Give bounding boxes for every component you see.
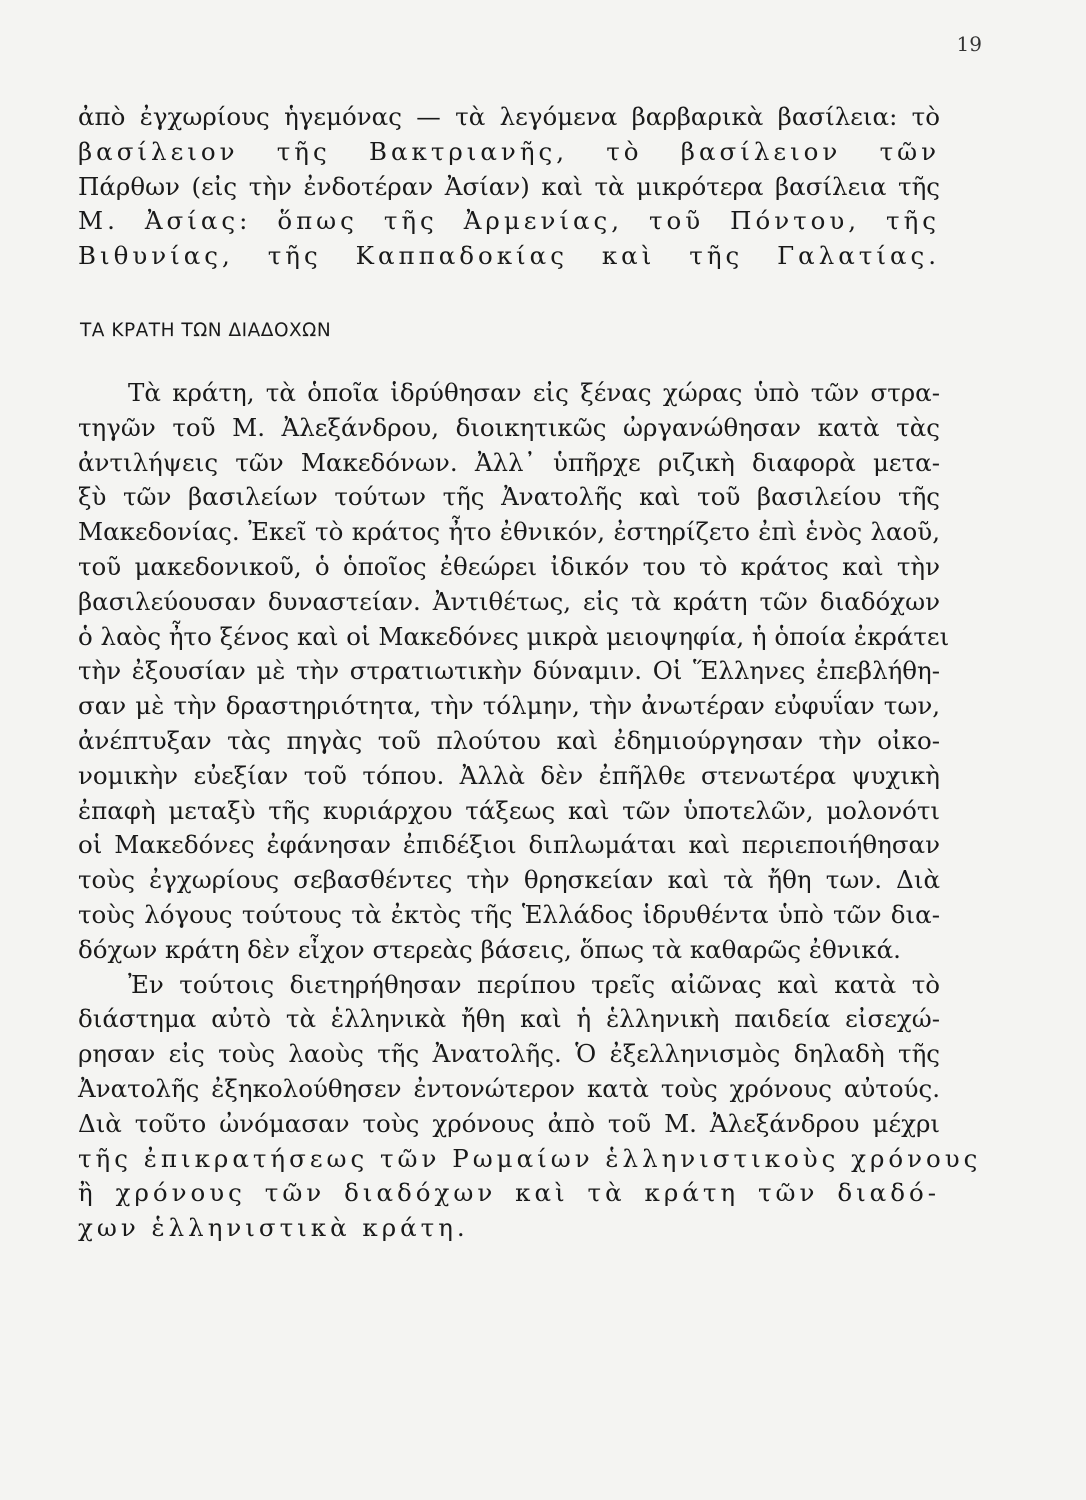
- text-line: τοὺς λόγους τούτους τὰ ἐκτὸς τῆς Ἑλλάδος ἱδρυθέντα ὑπὸ τῶν δια-: [78, 899, 940, 929]
- text-line: διάστημα αὐτὸ τὰ ἑλληνικὰ ἤθη καὶ ἡ ἑλληνικὴ παιδεία εἰσεχώ-: [78, 1004, 940, 1034]
- text-line: τηγῶν τοῦ Μ. Ἀλεξάνδρου, διοικητικῶς ὠργανώθησαν κατὰ τὰς: [78, 412, 940, 442]
- text-line: Τὰ κράτη, τὰ ὁποῖα ἱδρύθησαν εἰς ξένας χώρας ὑπὸ τῶν στρα-: [128, 378, 940, 407]
- text-line: οἱ Μακεδόνες ἐφάνησαν ἐπιδέξιοι διπλωμάται καὶ περιεποιήθησαν: [78, 830, 940, 860]
- text-line: Βιθυνίας, τῆς Καππαδοκίας καὶ τῆς Γαλατίας.: [78, 241, 940, 271]
- text-line: δόχων κράτη δὲν εἶχον στερεὰς βάσεις, ὅπως τὰ καθαρῶς ἐθνικά.: [78, 934, 901, 964]
- text-line: ἢ χρόνους τῶν διαδόχων καὶ τὰ κράτη τῶν διαδό-: [78, 1178, 940, 1208]
- text-line: Ἀνατολῆς ἐξηκολούθησεν ἐντονώτερον κατὰ τοὺς χρόνους αὐτούς.: [78, 1073, 940, 1103]
- text-line: βασιλεύουσαν δυναστείαν. Ἀντιθέτως, εἰς τὰ κράτη τῶν διαδόχων: [78, 586, 940, 616]
- text-line: νομικὴν εὐεξίαν τοῦ τόπου. Ἀλλὰ δὲν ἐπῆλθε στενωτέρα ψυχικὴ: [78, 760, 940, 790]
- text-line: Πάρθων (εἰς τὴν ἐνδοτέραν Ἀσίαν) καὶ τὰ μικρότερα βασίλεια τῆς: [78, 171, 940, 201]
- text-line: τὴν ἐξουσίαν μὲ τὴν στρατιωτικὴν δύναμιν. Οἱ Ἕλληνες ἐπεβλήθη-: [78, 656, 940, 686]
- text-line: Διὰ τοῦτο ὠνόμασαν τοὺς χρόνους ἀπὸ τοῦ Μ. Ἀλεξάνδρου μέχρι: [78, 1108, 940, 1138]
- text-line: ρησαν εἰς τοὺς λαοὺς τῆς Ἀνατολῆς. Ὁ ἐξελληνισμὸς δηλαδὴ τῆς: [78, 1039, 940, 1069]
- text-line: βασίλειον τῆς Βακτριανῆς, τὸ βασίλειον τῶν: [78, 136, 940, 166]
- text-line: τοῦ μακεδονικοῦ, ὁ ὁποῖος ἐθεώρει ἰδικόν του τὸ κράτος καὶ τὴν: [78, 551, 940, 581]
- body-paragraphs: [78, 376, 982, 1246]
- text-line: Ἐν τούτοις διετηρήθησαν περίπου τρεῖς αἰῶνας καὶ κατὰ τὸ: [128, 969, 940, 999]
- intro-paragraph: [78, 100, 940, 274]
- text-line: σαν μὲ τὴν δραστηριότητα, τὴν τόλμην, τὴν ἀνωτέραν εὐφυΐαν των,: [78, 691, 940, 721]
- text-line: Μακεδονίας. Ἐκεῖ τὸ κράτος ἦτο ἐθνικόν, ἐστηρίζετο ἐπὶ ἑνὸς λαοῦ,: [78, 517, 940, 547]
- text-line: ἐπαφὴ μεταξὺ τῆς κυριάρχου τάξεως καὶ τῶν ὑποτελῶν, μολονότι: [78, 795, 940, 825]
- text-line: ἀντιλήψεις τῶν Μακεδόνων. Ἀλλ᾽ ὑπῆρχε ριζικὴ διαφορὰ μετα-: [78, 447, 940, 477]
- text-line: Μ. Ἀσίας: ὅπως τῆς Ἀρμενίας, τοῦ Πόντου, τῆς: [78, 206, 940, 236]
- section-heading: ΤΑ ΚΡΑΤΗ ΤΩΝ ΔΙΑΔΟΧΩΝ: [80, 320, 332, 341]
- text-line: χων ἑλληνιστικὰ κράτη.: [78, 1213, 469, 1243]
- page-number: 19: [956, 32, 982, 56]
- text-line: ἀνέπτυξαν τὰς πηγὰς τοῦ πλούτου καὶ ἐδημιούργησαν τὴν οἰκο-: [78, 725, 940, 755]
- text-line: ξὺ τῶν βασιλείων τούτων τῆς Ἀνατολῆς καὶ τοῦ βασιλείου τῆς: [78, 482, 940, 512]
- text-line: ὁ λαὸς ἦτο ξένος καὶ οἱ Μακεδόνες μικρὰ μειοψηφία, ἡ ὁποία ἐκράτει: [78, 621, 950, 651]
- text-line: ἀπὸ ἐγχωρίους ἡγεμόνας — τὰ λεγόμενα βαρβαρικὰ βασίλεια: τὸ: [78, 102, 940, 131]
- text-line: τοὺς ἐγχωρίους σεβασθέντες τὴν θρησκείαν καὶ τὰ ἤθη των. Διὰ: [78, 865, 940, 895]
- text-line: τῆς ἐπικρατήσεως τῶν Ρωμαίων ἑλληνιστικοὺς χρόνους: [78, 1143, 982, 1173]
